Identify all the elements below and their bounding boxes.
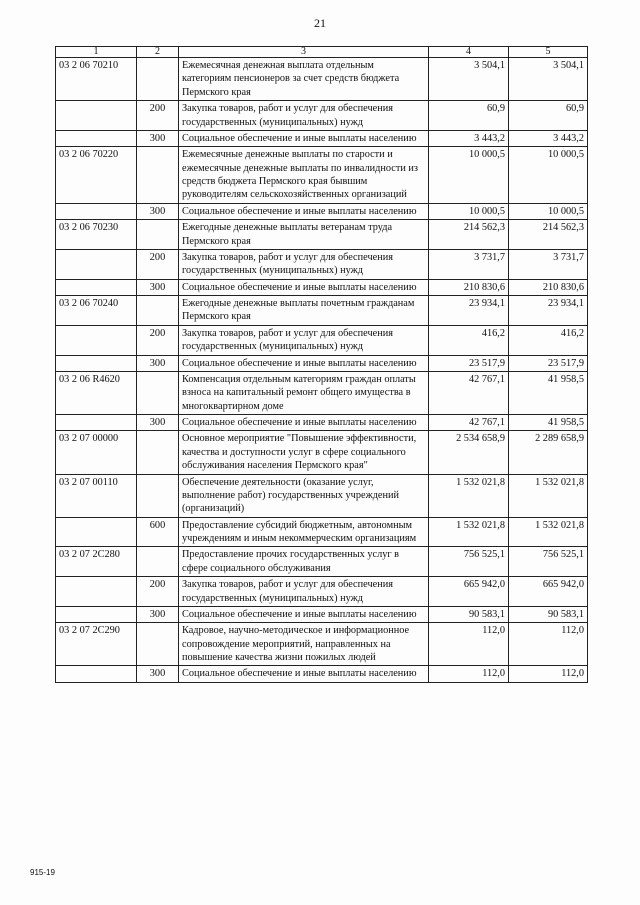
- column-header: 1: [56, 47, 137, 58]
- expense-type-cell: 300: [137, 606, 179, 622]
- code-cell: [56, 101, 137, 131]
- column-header: 5: [509, 47, 588, 58]
- amount-col5-cell: 756 525,1: [509, 547, 588, 577]
- description-cell: Предоставление субсидий бюджетным, автономным учреждениям и иным некоммерческим организациям: [179, 517, 429, 547]
- description-cell: Основное мероприятие "Повышение эффективности, качества и доступности услуг в сфере социального обслуживания населения Пермского края": [179, 431, 429, 474]
- amount-col5-cell: 665 942,0: [509, 577, 588, 607]
- expense-type-cell: [137, 474, 179, 517]
- expense-type-cell: 200: [137, 577, 179, 607]
- code-cell: 03 2 06 70240: [56, 296, 137, 326]
- amount-col5-cell: 1 532 021,8: [509, 474, 588, 517]
- expense-type-cell: 300: [137, 355, 179, 371]
- table-row: [56, 577, 588, 607]
- code-cell: [56, 517, 137, 547]
- code-cell: 03 2 07 00000: [56, 431, 137, 474]
- table-row: [56, 606, 588, 622]
- table-row: [56, 249, 588, 279]
- code-cell: [56, 249, 137, 279]
- amount-col4-cell: 416,2: [429, 325, 509, 355]
- table-row: [56, 623, 588, 666]
- code-cell: 03 2 06 70230: [56, 220, 137, 250]
- code-cell: 03 2 06 70220: [56, 147, 137, 204]
- description-cell: Ежегодные денежные выплаты почетным гражданам Пермского края: [179, 296, 429, 326]
- description-cell: Социальное обеспечение и иные выплаты населению: [179, 666, 429, 682]
- description-cell: Ежемесячная денежная выплата отдельным категориям пенсионеров за счет средств бюджета Пермского края: [179, 58, 429, 101]
- page-number: 21: [314, 16, 326, 30]
- expense-type-cell: 300: [137, 203, 179, 219]
- amount-col5-cell: 10 000,5: [509, 147, 588, 204]
- amount-col4-cell: 3 443,2: [429, 130, 509, 146]
- amount-col5-cell: 10 000,5: [509, 203, 588, 219]
- code-cell: 03 2 07 2С290: [56, 623, 137, 666]
- description-cell: Ежемесячные денежные выплаты по старости и ежемесячные денежные выплаты по инвалидности из средств бюджета Пермского края бывшим руководителям сельскохозяйственных организаций: [179, 147, 429, 204]
- amount-col4-cell: 3 731,7: [429, 249, 509, 279]
- amount-col4-cell: 112,0: [429, 666, 509, 682]
- column-header: 4: [429, 47, 509, 58]
- table-row: [56, 296, 588, 326]
- amount-col4-cell: 90 583,1: [429, 606, 509, 622]
- description-cell: Социальное обеспечение и иные выплаты населению: [179, 130, 429, 146]
- code-cell: 03 2 06 70210: [56, 58, 137, 101]
- expense-type-cell: [137, 147, 179, 204]
- expense-type-cell: 300: [137, 666, 179, 682]
- expense-type-cell: [137, 623, 179, 666]
- table-row: [56, 58, 588, 101]
- amount-col5-cell: 23 934,1: [509, 296, 588, 326]
- column-header: 3: [179, 47, 429, 58]
- amount-col4-cell: 210 830,6: [429, 279, 509, 295]
- amount-col4-cell: 10 000,5: [429, 147, 509, 204]
- code-cell: [56, 415, 137, 431]
- description-cell: Закупка товаров, работ и услуг для обеспечения государственных (муниципальных) нужд: [179, 249, 429, 279]
- description-cell: Социальное обеспечение и иные выплаты населению: [179, 415, 429, 431]
- amount-col4-cell: 214 562,3: [429, 220, 509, 250]
- description-cell: Кадровое, научно-методическое и информационное сопровождение мероприятий, направленных на повышение качества жизни пожилых людей: [179, 623, 429, 666]
- description-cell: Компенсация отдельным категориям граждан оплаты взноса на капитальный ремонт общего имущества в многоквартирном доме: [179, 371, 429, 414]
- amount-col4-cell: 112,0: [429, 623, 509, 666]
- amount-col5-cell: 210 830,6: [509, 279, 588, 295]
- amount-col4-cell: 665 942,0: [429, 577, 509, 607]
- amount-col5-cell: 112,0: [509, 623, 588, 666]
- table-header-row: [56, 47, 588, 58]
- expense-type-cell: [137, 371, 179, 414]
- amount-col4-cell: 60,9: [429, 101, 509, 131]
- table-row: [56, 474, 588, 517]
- amount-col4-cell: 42 767,1: [429, 371, 509, 414]
- description-cell: Социальное обеспечение и иные выплаты населению: [179, 355, 429, 371]
- table-row: [56, 130, 588, 146]
- table-row: [56, 101, 588, 131]
- expense-type-cell: 300: [137, 130, 179, 146]
- amount-col5-cell: 214 562,3: [509, 220, 588, 250]
- expense-type-cell: [137, 296, 179, 326]
- expense-type-cell: [137, 547, 179, 577]
- table-row: [56, 203, 588, 219]
- code-cell: [56, 666, 137, 682]
- amount-col4-cell: 10 000,5: [429, 203, 509, 219]
- column-header: 2: [137, 47, 179, 58]
- expense-type-cell: [137, 431, 179, 474]
- expense-type-cell: 200: [137, 325, 179, 355]
- table-row: [56, 355, 588, 371]
- amount-col4-cell: 42 767,1: [429, 415, 509, 431]
- amount-col5-cell: 41 958,5: [509, 371, 588, 414]
- table-row: [56, 147, 588, 204]
- description-cell: Обеспечение деятельности (оказание услуг, выполнение работ) государственных учреждений (организаций): [179, 474, 429, 517]
- code-cell: [56, 130, 137, 146]
- table-row: [56, 325, 588, 355]
- amount-col5-cell: 3 731,7: [509, 249, 588, 279]
- table-row: [56, 279, 588, 295]
- amount-col5-cell: 3 443,2: [509, 130, 588, 146]
- document-code: 915-19: [30, 868, 55, 877]
- amount-col4-cell: 3 504,1: [429, 58, 509, 101]
- table-row: [56, 547, 588, 577]
- table-row: [56, 517, 588, 547]
- description-cell: Социальное обеспечение и иные выплаты населению: [179, 279, 429, 295]
- code-cell: [56, 279, 137, 295]
- description-cell: Закупка товаров, работ и услуг для обеспечения государственных (муниципальных) нужд: [179, 577, 429, 607]
- description-cell: Закупка товаров, работ и услуг для обеспечения государственных (муниципальных) нужд: [179, 325, 429, 355]
- amount-col5-cell: 41 958,5: [509, 415, 588, 431]
- amount-col5-cell: 60,9: [509, 101, 588, 131]
- expense-type-cell: 200: [137, 249, 179, 279]
- code-cell: [56, 577, 137, 607]
- amount-col4-cell: 2 534 658,9: [429, 431, 509, 474]
- expense-type-cell: 600: [137, 517, 179, 547]
- table-row: [56, 371, 588, 414]
- description-cell: Социальное обеспечение и иные выплаты населению: [179, 203, 429, 219]
- description-cell: Социальное обеспечение и иные выплаты населению: [179, 606, 429, 622]
- amount-col4-cell: 756 525,1: [429, 547, 509, 577]
- table-row: [56, 415, 588, 431]
- amount-col5-cell: 112,0: [509, 666, 588, 682]
- amount-col4-cell: 23 934,1: [429, 296, 509, 326]
- table-row: [56, 666, 588, 682]
- amount-col5-cell: 23 517,9: [509, 355, 588, 371]
- expense-type-cell: 300: [137, 279, 179, 295]
- description-cell: Предоставление прочих государственных услуг в сфере социального обслуживания: [179, 547, 429, 577]
- code-cell: 03 2 06 R4620: [56, 371, 137, 414]
- description-cell: Ежегодные денежные выплаты ветеранам труда Пермского края: [179, 220, 429, 250]
- code-cell: 03 2 07 2С280: [56, 547, 137, 577]
- expense-type-cell: 200: [137, 101, 179, 131]
- description-cell: Закупка товаров, работ и услуг для обеспечения государственных (муниципальных) нужд: [179, 101, 429, 131]
- amount-col5-cell: 416,2: [509, 325, 588, 355]
- expense-type-cell: 300: [137, 415, 179, 431]
- code-cell: [56, 325, 137, 355]
- code-cell: [56, 355, 137, 371]
- table-row: [56, 431, 588, 474]
- budget-table: [55, 46, 588, 683]
- amount-col5-cell: 3 504,1: [509, 58, 588, 101]
- code-cell: [56, 606, 137, 622]
- amount-col5-cell: 90 583,1: [509, 606, 588, 622]
- amount-col5-cell: 2 289 658,9: [509, 431, 588, 474]
- code-cell: 03 2 07 00110: [56, 474, 137, 517]
- amount-col4-cell: 1 532 021,8: [429, 517, 509, 547]
- amount-col4-cell: 23 517,9: [429, 355, 509, 371]
- amount-col5-cell: 1 532 021,8: [509, 517, 588, 547]
- table-row: [56, 220, 588, 250]
- expense-type-cell: [137, 220, 179, 250]
- expense-type-cell: [137, 58, 179, 101]
- code-cell: [56, 203, 137, 219]
- amount-col4-cell: 1 532 021,8: [429, 474, 509, 517]
